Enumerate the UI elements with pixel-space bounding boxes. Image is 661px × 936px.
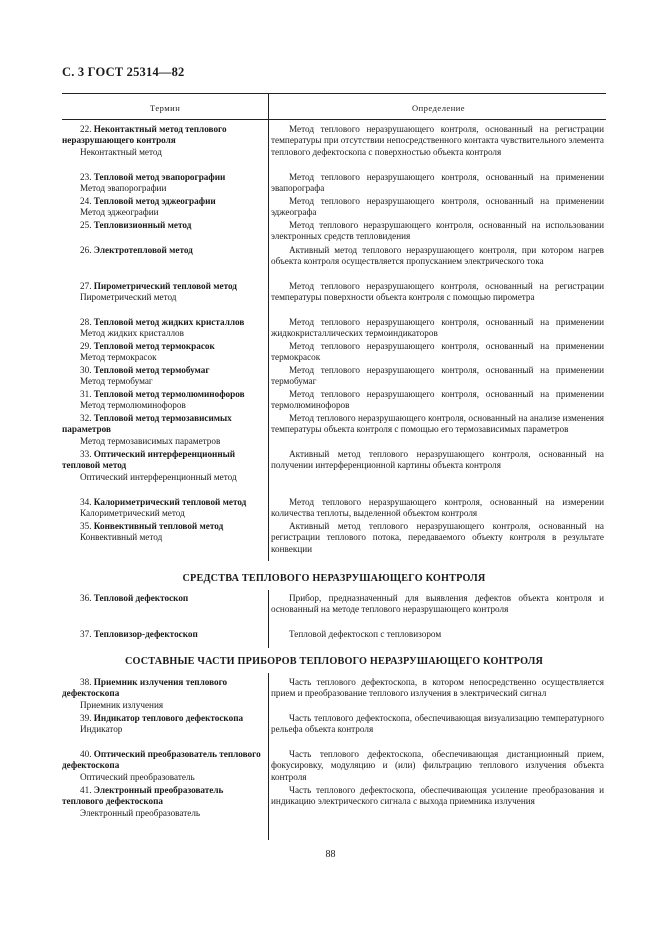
list-item-term: 29. Тепловой метод термокрасок Метод термокрасок	[80, 341, 215, 363]
list-item-definition: Метод теплового неразрушающего контроля, основанный на применении термокрасок	[271, 341, 604, 363]
list-item-term: 32. Тепловой метод термозависимых параметров Метод термозависимых параметров	[62, 413, 232, 446]
list-item-term: 30. Тепловой метод термобумаг Метод термобумаг	[80, 365, 210, 387]
list-item-term: 37. Тепловизор-дефектоскоп	[80, 629, 198, 639]
list-item-term: 36. Тепловой дефектоскоп	[80, 593, 189, 603]
page-header: С. 3 ГОСТ 25314—82	[62, 65, 185, 79]
column-header-definition: Определение	[412, 103, 466, 113]
column-divider	[268, 93, 269, 561]
list-item-term: 38. Приемник излучения теплового дефектоскопа Приемник излучения	[62, 677, 228, 710]
list-item-term: 28. Тепловой метод жидких кристаллов Метод жидких кристаллов	[80, 317, 245, 339]
list-item-definition: Часть теплового дефектоскопа, обеспечивающая усиление преобразования и индикацию электрического сигнала с выхода приемника излучения	[271, 785, 604, 807]
list-item-term: 35. Конвективный тепловой метод Конвективный метод	[80, 521, 224, 543]
list-item-term: 39. Индикатор теплового дефектоскопа Индикатор	[80, 713, 244, 735]
list-item-definition: Метод теплового неразрушающего контроля, основанный на применении термобумаг	[271, 365, 604, 387]
list-item-term: 25. Тепловизионный метод	[80, 220, 192, 230]
list-item-definition: Метод теплового неразрушающего контроля, основанный на использовании электронных средств тепловидения	[271, 220, 604, 242]
list-item-definition: Метод теплового неразрушающего контроля, основанный на анализе изменения температуры объекта контроля с помощью его термозависимых параметров	[271, 413, 604, 435]
list-item-definition: Часть теплового дефектоскопа, обеспечивающая дистанционный прием, фокусировку, модуляцию и (или) фильтрацию теплового излучения объекта контроля	[271, 749, 604, 782]
column-divider	[268, 673, 269, 840]
section-title: СРЕДСТВА ТЕПЛОВОГО НЕРАЗРУШАЮЩЕГО КОНТРОЛЯ	[182, 573, 486, 584]
list-item-definition: Прибор, предназначенный для выявления дефектов объекта контроля и основанный на методе теплового неразрушающего контроля	[271, 593, 604, 615]
list-item-definition: Метод теплового неразрушающего контроля, основанный на регистрации температуры поверхности объекта контроля с помощью пирометра	[271, 281, 604, 303]
list-item-definition: Метод теплового неразрушающего контроля, основанный на регистрации температуры при отсутствии непосредственного контакта чувствительного элемента теплового дефектоскопа с поверхностью объекта контроля	[271, 124, 604, 157]
list-item-definition: Метод теплового неразрушающего контроля, основанный на измерении количества теплоты, выделенной объектом контроля	[271, 497, 604, 519]
column-divider	[268, 590, 269, 648]
list-item-definition: Тепловой дефектоскоп с тепловизором	[289, 629, 442, 639]
list-item-term: 24. Тепловой метод эджеографии Метод эджеографии	[80, 196, 216, 218]
column-header-term: Термин	[150, 103, 181, 113]
list-item-definition: Часть теплового дефектоскопа, в котором непосредственно осуществляется прием и преобразование теплового излучения в электрический сигнал	[271, 677, 604, 699]
list-item-term: 40. Оптический преобразователь теплового дефектоскопа Оптический преобразователь	[62, 749, 261, 782]
list-item-definition: Метод теплового неразрушающего контроля, основанный на применении эджеографа	[271, 196, 604, 218]
list-item-definition: Активный метод теплового неразрушающего контроля, при котором нагрев объекта контроля осуществляется пропусканием электрического тока	[271, 245, 604, 267]
list-item-definition: Активный метод теплового неразрушающего контроля, основанный на получении интерференционной картины объекта контроля	[271, 449, 604, 471]
list-item-definition: Активный метод теплового неразрушающего контроля, основанный на регистрации теплового потока, передаваемого объекту контроля в результате конвекции	[271, 521, 604, 554]
list-item-term: 34. Калориметрический тепловой метод Калориметрический метод	[80, 497, 247, 519]
list-item-definition: Часть теплового дефектоскопа, обеспечивающая визуализацию температурного рельефа объекта контроля	[271, 713, 604, 735]
section-title: СОСТАВНЫЕ ЧАСТИ ПРИБОРОВ ТЕПЛОВОГО НЕРАЗРУШАЮЩЕГО КОНТРОЛЯ	[124, 656, 544, 667]
list-item-term: 22. Неконтактный метод теплового неразрушающего контроля Неконтактный метод	[62, 124, 227, 157]
list-item-term: 26. Электротепловой метод	[80, 245, 193, 255]
header-bottom-rule	[62, 119, 606, 120]
list-item-term: 23. Тепловой метод эвапорографии Метод эвапорографии	[80, 172, 226, 194]
list-item-term: 31. Тепловой метод термолюминофоров Метод термолюминофоров	[80, 389, 245, 411]
list-item-definition: Метод теплового неразрушающего контроля, основанный на применении термолюминофоров	[271, 389, 604, 411]
page-number: 88	[325, 849, 336, 860]
table-top-rule	[62, 93, 606, 94]
list-item-term: 33. Оптический интерференционный тепловой метод Оптический интерференционный метод	[62, 449, 237, 482]
list-item-definition: Метод теплового неразрушающего контроля, основанный на применении эвапорографа	[271, 172, 604, 194]
list-item-term: 41. Электронный преобразователь теплового дефектоскопа Электронный преобразователь	[62, 785, 224, 818]
list-item-definition: Метод теплового неразрушающего контроля, основанный на применении жидкокристаллических термоиндикаторов	[271, 317, 604, 339]
list-item-term: 27. Пирометрический тепловой метод Пирометрический метод	[80, 281, 237, 303]
